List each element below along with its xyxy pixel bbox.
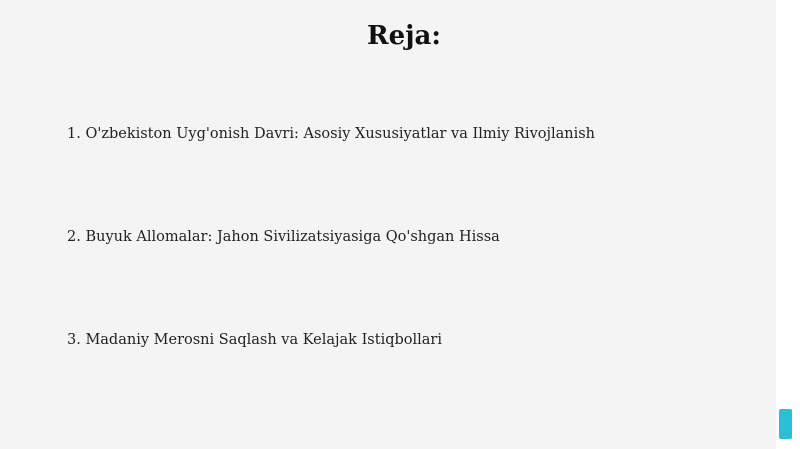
scrollbar-track[interactable] (776, 0, 800, 449)
plan-item-3: 3. Madaniy Merosni Saqlash va Kelajak Istiqbollari (67, 332, 442, 348)
scrollbar-thumb[interactable] (779, 409, 792, 439)
plan-item-1: 1. O'zbekiston Uyg'onish Davri: Asosiy Xususiyatlar va Ilmiy Rivojlanish (67, 126, 596, 142)
plan-item-2: 2. Buyuk Allomalar: Jahon Sivilizatsiyasiga Qo'shgan Hissa (67, 229, 500, 245)
slide-title: Reja: (366, 21, 441, 51)
